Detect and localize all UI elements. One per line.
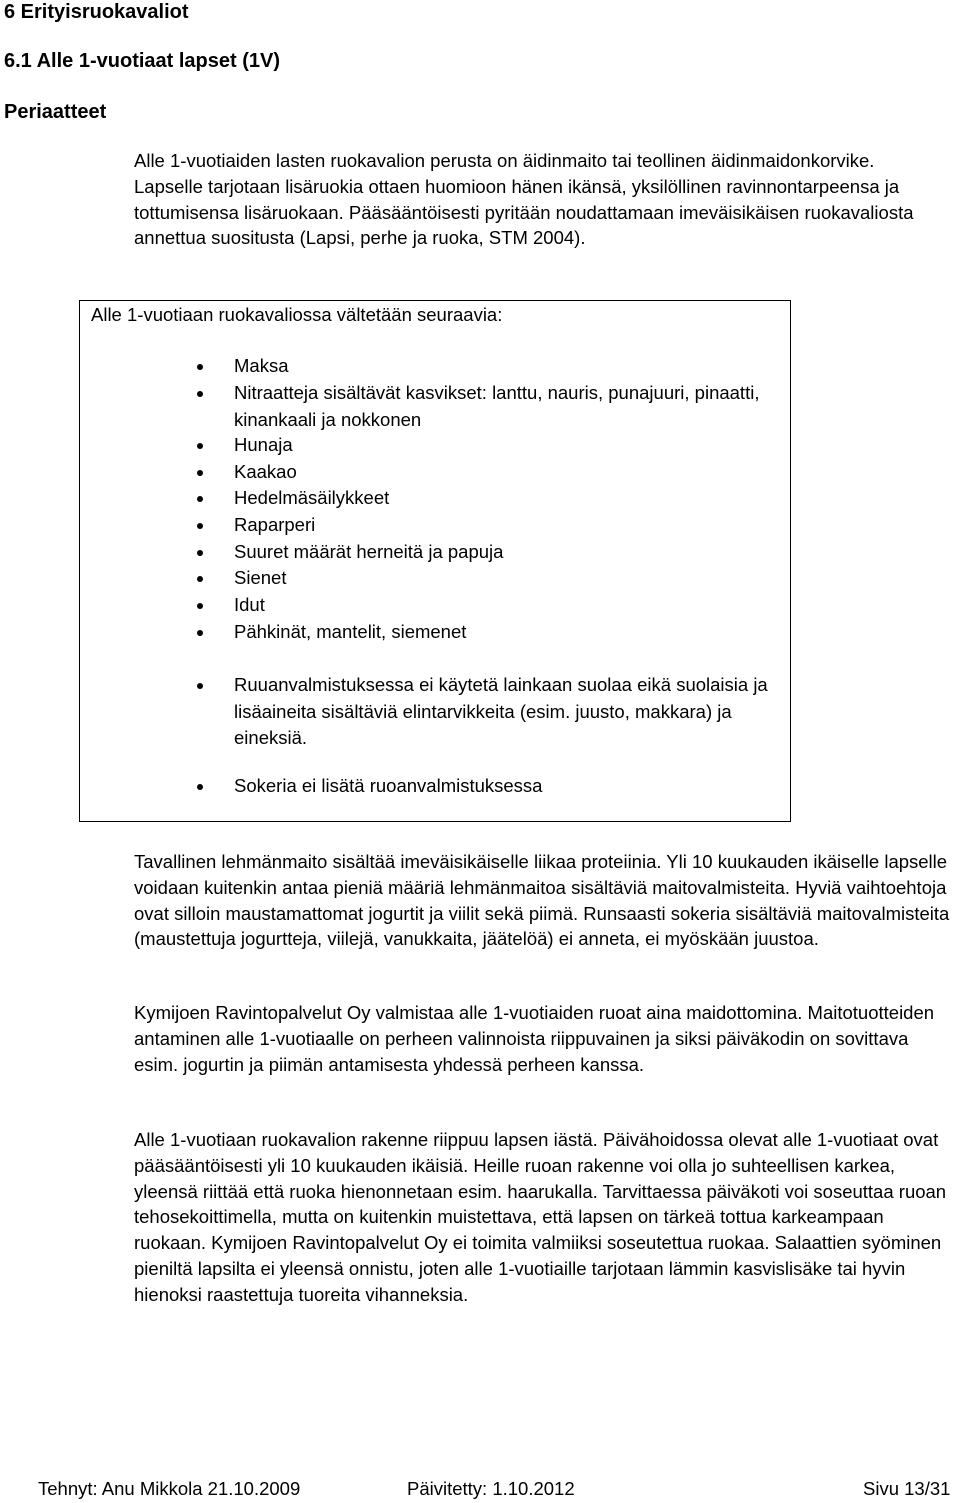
list-item-text: Sokeria ei lisätä ruoanvalmistuksessa bbox=[234, 775, 543, 796]
intro-paragraph: Alle 1-vuotiaiden lasten ruokavalion perusta on äidinmaito tai teollinen äidinmaidonkorvike. Lapselle tarjotaan lisäruokia ottaen huomioon hänen ikänsä, yksilöllinen ravinnontarpeensa ja tottumisensa lisäruokaan. Pääsääntöisesti pyritään noudattamaan imeväisikäisen ruokavaliosta annettua suositusta (Lapsi, perhe ja ruoka, STM 2004). bbox=[134, 150, 914, 249]
bullet-icon bbox=[197, 784, 203, 790]
page-footer bbox=[0, 1476, 960, 1502]
bullet-icon bbox=[197, 603, 203, 609]
texture-paragraph: Alle 1-vuotiaan ruokavalion rakenne riippuu lapsen iästä. Päivähoidossa olevat alle 1-vuotiaat ovat pääsääntöisesti yli 10 kuukauden ikäisiä. Heille ruoan rakenne voi olla jo suhteellisen karkea, yleensä riittää että ruoka hienonnetaan esim. haarukalla. Tarvittaessa päiväkoti voi soseuttaa ruoan tehosekoittimella, mutta on kuitenkin muistettava, että lapsen on tärkeä tottua karkeampaan ruokaan. Kymijoen Ravintopalvelut Oy ei toimita valmiiksi soseutettua ruokaa. Salaattien syöminen pieniltä lapsilta ei yleensä onnistu, joten alle 1-vuotiaille tarjotaan lämmin kasvislisäke tai hyvin hienoksi raastettuja tuoreita vihanneksia. bbox=[134, 1129, 947, 1305]
footer-updated: Päivitetty: 1.10.2012 bbox=[407, 1478, 575, 1499]
list-item-text: Suuret määrät herneitä ja papuja bbox=[234, 541, 504, 562]
bullet-icon bbox=[197, 683, 203, 689]
bullet-icon bbox=[197, 470, 203, 476]
list-item-text: Sienet bbox=[234, 567, 287, 588]
footer-page-number: Sivu 13/31 bbox=[863, 1478, 951, 1499]
bullet-icon bbox=[197, 550, 203, 556]
footer-author: Tehnyt: Anu Mikkola 21.10.2009 bbox=[38, 1478, 301, 1499]
bullet-icon bbox=[197, 523, 203, 529]
list-item-text: Maksa bbox=[234, 355, 289, 376]
list-item-text: Hunaja bbox=[234, 434, 293, 455]
bullet-icon bbox=[197, 496, 203, 502]
list-item-text: Kaakao bbox=[234, 461, 297, 482]
section-heading: 6.1 Alle 1-vuotiaat lapset (1V) bbox=[4, 50, 281, 72]
list-item-text: Pähkinät, mantelit, siemenet bbox=[234, 621, 467, 642]
list-item-text: Hedelmäsäilykkeet bbox=[234, 487, 390, 508]
bullet-icon bbox=[197, 364, 203, 370]
subsection-heading: Periaatteet bbox=[4, 101, 107, 123]
list-item-text: Idut bbox=[234, 594, 265, 615]
bullet-icon bbox=[197, 391, 203, 397]
bullet-icon bbox=[197, 630, 203, 636]
avoid-box-title: Alle 1-vuotiaan ruokavaliossa vältetään seuraavia: bbox=[91, 304, 503, 325]
bullet-icon bbox=[197, 443, 203, 449]
list-item-text: Nitraatteja sisältävät kasvikset: lanttu, nauris, punajuuri, pinaatti, kinankaali ja nokkonen bbox=[234, 382, 760, 430]
chapter-heading: 6 Erityisruokavaliot bbox=[4, 1, 189, 23]
bullet-icon bbox=[197, 576, 203, 582]
avoid-foods-box bbox=[79, 300, 791, 822]
milk-paragraph: Tavallinen lehmänmaito sisältää imeväisikäiselle liikaa proteiinia. Yli 10 kuukauden ikäiselle lapselle voidaan kuitenkin antaa pieniä määriä lehmänmaitoa sisältäviä maitovalmisteita. Hyviä vaihtoehtoja ovat silloin maustamattomat jogurtit ja viilit sekä piimä. Runsaasti sokeria sisältäviä maitovalmisteita (maustettuja jogurtteja, viilejä, vanukkaita, jäätelöä) ei anneta, ei myöskään juustoa. bbox=[134, 851, 950, 950]
list-item-text: Ruuanvalmistuksessa ei käytetä lainkaan suolaa eikä suolaisia ja lisäaineita sisältäviä elintarvikkeita (esim. juusto, makkara) ja eineksiä. bbox=[234, 674, 768, 748]
list-item-text: Raparperi bbox=[234, 514, 316, 535]
dairy-free-paragraph: Kymijoen Ravintopalvelut Oy valmistaa alle 1-vuotiaiden ruoat aina maidottomina. Maitotuotteiden antaminen alle 1-vuotiaalle on perheen valinnoista riippuvainen ja siksi päiväkodin on sovittava esim. jogurtin ja piimän antamisesta yhdessä perheen kanssa. bbox=[134, 1002, 935, 1075]
